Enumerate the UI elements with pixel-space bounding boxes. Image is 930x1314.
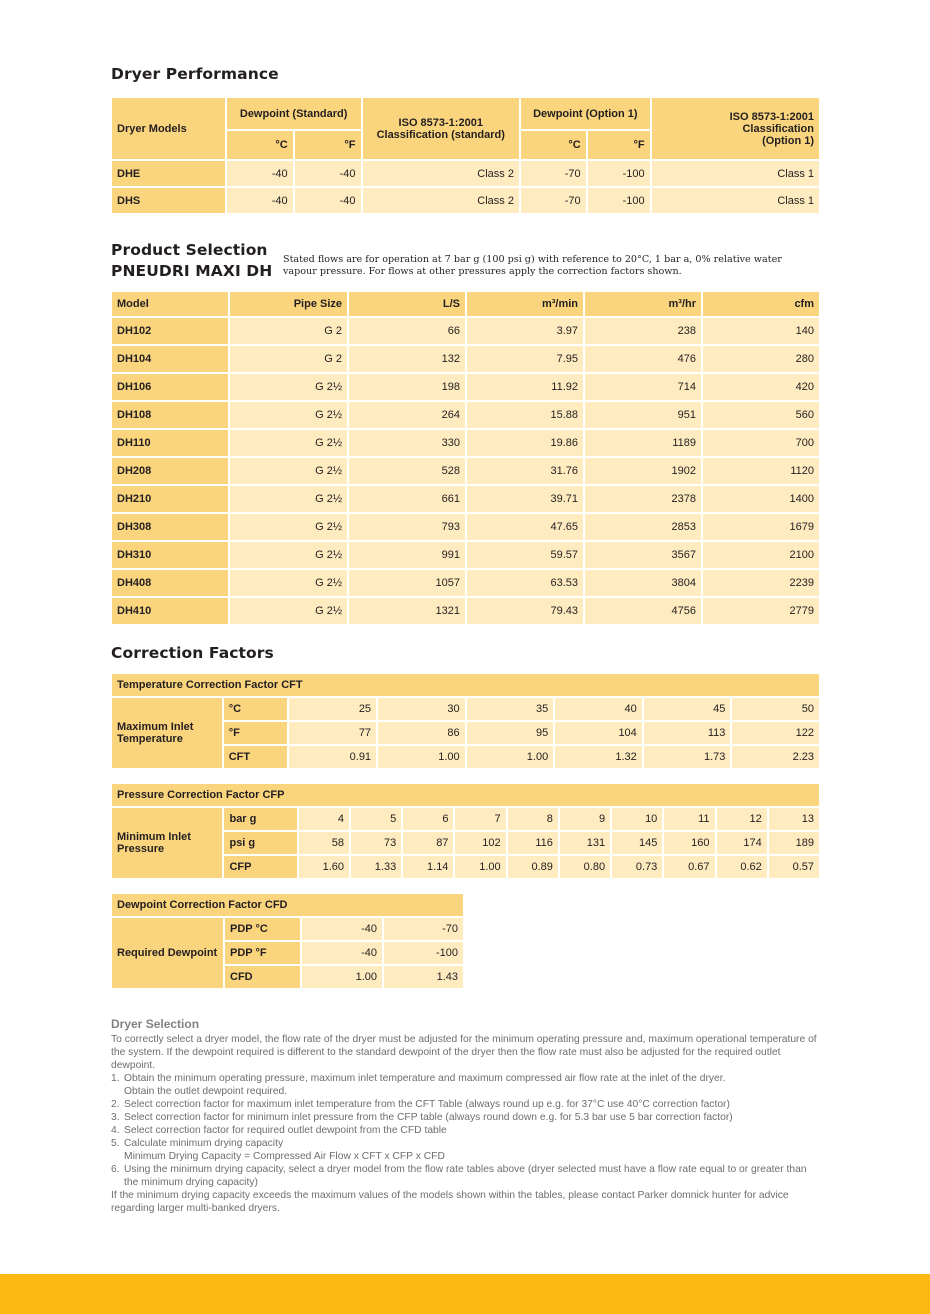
value-cell: G 2½	[230, 514, 347, 540]
step-text: Select correction factor for required outlet dewpoint from the CFD table	[124, 1125, 447, 1136]
value-cell: 95	[467, 722, 554, 744]
header-model: Model	[112, 292, 228, 316]
cfp-rows	[112, 808, 819, 878]
value-cell: 280	[703, 346, 819, 372]
value-cell: -40	[227, 188, 293, 213]
value-cell: 3567	[585, 542, 701, 568]
header-iso-standard: ISO 8573-1:2001 Classification (standard)	[363, 98, 519, 159]
value-cell: -100	[588, 188, 650, 213]
step-number: 5.	[111, 1138, 120, 1149]
value-cell: 174	[717, 832, 767, 854]
step-text: Using the minimum drying capacity, select a dryer model from the flow rate tables above (dryer selected must have a flow rate equal to or greater than the minimum drying capacity)	[124, 1164, 807, 1188]
value-cell: 35	[467, 698, 554, 720]
value-cell: 1.00	[302, 966, 382, 988]
table-row	[112, 161, 819, 186]
table-row	[112, 918, 463, 940]
value-cell: 0.67	[664, 856, 714, 878]
cfd-rows	[112, 918, 463, 988]
value-cell: 104	[555, 722, 642, 744]
model-cell: DH210	[112, 486, 228, 512]
model-cell: DH108	[112, 402, 228, 428]
value-cell: 330	[349, 430, 465, 456]
value-cell: 87	[403, 832, 453, 854]
value-cell: -70	[521, 161, 586, 186]
value-cell: 1679	[703, 514, 819, 540]
value-cell: 31.76	[467, 458, 583, 484]
value-cell: 238	[585, 318, 701, 344]
value-cell: -40	[295, 188, 361, 213]
value-cell: 145	[612, 832, 662, 854]
row-label: °C	[224, 698, 288, 720]
value-cell: 3804	[585, 570, 701, 596]
cft-rows	[112, 698, 819, 768]
table-row	[112, 458, 819, 484]
step-number: 6.	[111, 1164, 120, 1175]
table-row	[112, 188, 819, 213]
header-dewpoint-standard: Dewpoint (Standard)	[227, 98, 361, 129]
table-row	[112, 542, 819, 568]
row-label: °F	[224, 722, 288, 744]
value-cell: 1321	[349, 598, 465, 624]
value-cell: 11.92	[467, 374, 583, 400]
performance-title: Dryer Performance	[111, 65, 279, 83]
step-text: Select correction factor for maximum inlet temperature from the CFT Table (always round up e.g. for 37°C use 40°C correction factor)	[124, 1099, 730, 1110]
value-cell: G 2½	[230, 486, 347, 512]
value-cell: 9	[560, 808, 610, 830]
step-number: 4.	[111, 1125, 120, 1136]
row-label: PDP °C	[225, 918, 300, 940]
value-cell: 1.43	[384, 966, 463, 988]
header-pipe-size: Pipe Size	[230, 292, 347, 316]
header-fahrenheit: °F	[295, 131, 361, 159]
cfp-title: Pressure Correction Factor CFP	[112, 784, 819, 806]
value-cell: G 2½	[230, 374, 347, 400]
product-title-1: Product Selection	[111, 241, 268, 259]
value-cell: 47.65	[467, 514, 583, 540]
value-cell: 8	[508, 808, 558, 830]
value-cell: 40	[555, 698, 642, 720]
value-cell: 140	[703, 318, 819, 344]
row-label: psi g	[224, 832, 296, 854]
value-cell: 1.60	[299, 856, 349, 878]
cfp-table	[110, 782, 821, 880]
model-cell: DH106	[112, 374, 228, 400]
model-cell: DH410	[112, 598, 228, 624]
value-cell: 2853	[585, 514, 701, 540]
model-cell: DHS	[112, 188, 225, 213]
value-cell: 122	[732, 722, 819, 744]
value-cell: 1.14	[403, 856, 453, 878]
table-row	[112, 486, 819, 512]
value-cell: 50	[732, 698, 819, 720]
value-cell: 476	[585, 346, 701, 372]
table-row	[112, 598, 819, 624]
value-cell: G 2½	[230, 458, 347, 484]
selection-steps	[111, 1072, 821, 1189]
value-cell: 7	[455, 808, 505, 830]
value-cell: 1120	[703, 458, 819, 484]
header-celsius: °C	[227, 131, 293, 159]
value-cell: 73	[351, 832, 401, 854]
header-fahrenheit: °F	[588, 131, 650, 159]
step-item	[111, 1163, 821, 1189]
value-cell: G 2	[230, 346, 347, 372]
value-cell: 2378	[585, 486, 701, 512]
value-cell: 4756	[585, 598, 701, 624]
table-row	[112, 402, 819, 428]
value-cell: -100	[384, 942, 463, 964]
header-celsius: °C	[521, 131, 586, 159]
model-cell: DH110	[112, 430, 228, 456]
value-cell: -100	[588, 161, 650, 186]
value-cell: 1400	[703, 486, 819, 512]
model-cell: DH102	[112, 318, 228, 344]
product-title-2: PNEUDRI MAXI DH	[111, 262, 273, 280]
model-cell: DH308	[112, 514, 228, 540]
cft-table	[110, 672, 821, 770]
header-dryer-models: Dryer Models	[112, 98, 225, 159]
selection-outro: If the minimum drying capacity exceeds the maximum values of the models shown within the tables, please contact Parker domnick hunter for advice regarding larger multi-banked dryers.	[111, 1190, 789, 1214]
cfd-group-label: Required Dewpoint	[112, 918, 223, 988]
value-cell: Class 1	[652, 161, 819, 186]
value-cell: G 2½	[230, 402, 347, 428]
cft-title: Temperature Correction Factor CFT	[112, 674, 819, 696]
model-cell: DH310	[112, 542, 228, 568]
value-cell: 951	[585, 402, 701, 428]
step-subtext: Obtain the outlet dewpoint required.	[124, 1086, 288, 1097]
step-item	[111, 1137, 821, 1163]
value-cell: 6	[403, 808, 453, 830]
table-row	[112, 318, 819, 344]
value-cell: 714	[585, 374, 701, 400]
value-cell: 0.62	[717, 856, 767, 878]
value-cell: 1.73	[644, 746, 731, 768]
value-cell: Class 2	[363, 161, 519, 186]
value-cell: 132	[349, 346, 465, 372]
value-cell: 528	[349, 458, 465, 484]
value-cell: 2.23	[732, 746, 819, 768]
correction-title: Correction Factors	[111, 644, 274, 662]
value-cell: G 2½	[230, 570, 347, 596]
value-cell: 700	[703, 430, 819, 456]
step-item	[111, 1124, 821, 1137]
step-text: Calculate minimum drying capacity	[124, 1138, 284, 1149]
header-cfm: cfm	[703, 292, 819, 316]
footer-bar	[0, 1274, 930, 1314]
value-cell: -40	[227, 161, 293, 186]
step-text: Obtain the minimum operating pressure, maximum inlet temperature and maximum compressed air flow rate at the inlet of the dryer.	[124, 1073, 726, 1084]
value-cell: 420	[703, 374, 819, 400]
table-row	[112, 570, 819, 596]
performance-table	[110, 96, 821, 215]
table-row	[112, 346, 819, 372]
header-m3-min: m³/min	[467, 292, 583, 316]
value-cell: 198	[349, 374, 465, 400]
value-cell: 39.71	[467, 486, 583, 512]
cfd-title: Dewpoint Correction Factor CFD	[112, 894, 463, 916]
cft-group-label: Maximum Inlet Temperature	[112, 698, 222, 768]
value-cell: -40	[302, 918, 382, 940]
value-cell: 102	[455, 832, 505, 854]
value-cell: 793	[349, 514, 465, 540]
step-item	[111, 1098, 821, 1111]
value-cell: G 2½	[230, 542, 347, 568]
header-ls: L/S	[349, 292, 465, 316]
value-cell: 2100	[703, 542, 819, 568]
row-label: bar g	[224, 808, 296, 830]
value-cell: 2779	[703, 598, 819, 624]
value-cell: Class 1	[652, 188, 819, 213]
value-cell: 77	[289, 722, 376, 744]
value-cell: G 2½	[230, 598, 347, 624]
value-cell: -70	[521, 188, 586, 213]
table-row	[112, 808, 819, 830]
row-label: CFT	[224, 746, 288, 768]
value-cell: 0.73	[612, 856, 662, 878]
value-cell: 113	[644, 722, 731, 744]
step-subtext: Minimum Drying Capacity = Compressed Air Flow x CFT x CFP x CFD	[124, 1151, 445, 1162]
value-cell: 160	[664, 832, 714, 854]
value-cell: 66	[349, 318, 465, 344]
value-cell: 58	[299, 832, 349, 854]
flow-note: Stated flows are for operation at 7 bar g (100 psi g) with reference to 20°C, 1 bar a, 0% relative water vapour pressure. For flows at other pressures apply the correction factors shown.	[283, 254, 782, 277]
dryer-selection	[111, 1018, 821, 1215]
header-iso-option: ISO 8573-1:2001 Classification (Option 1)	[652, 98, 819, 159]
value-cell: 1057	[349, 570, 465, 596]
value-cell: 7.95	[467, 346, 583, 372]
value-cell: 661	[349, 486, 465, 512]
value-cell: 25	[289, 698, 376, 720]
value-cell: 45	[644, 698, 731, 720]
value-cell: 1.00	[378, 746, 465, 768]
value-cell: G 2	[230, 318, 347, 344]
value-cell: 12	[717, 808, 767, 830]
value-cell: 3.97	[467, 318, 583, 344]
product-rows	[112, 318, 819, 624]
step-number: 3.	[111, 1112, 120, 1123]
value-cell: Class 2	[363, 188, 519, 213]
value-cell: 1.32	[555, 746, 642, 768]
table-row	[112, 514, 819, 540]
value-cell: 86	[378, 722, 465, 744]
selection-title: Dryer Selection	[111, 1017, 200, 1031]
value-cell: G 2½	[230, 430, 347, 456]
value-cell: 560	[703, 402, 819, 428]
value-cell: 19.86	[467, 430, 583, 456]
selection-intro: To correctly select a dryer model, the flow rate of the dryer must be adjusted for the minimum operating pressure and, maximum operational temperature of the system. If the dewpoint required is different to the standard dewpoint of the dryer then the flow rate must also be adjusted for the required outlet dewpoint.	[111, 1034, 817, 1071]
value-cell: 5	[351, 808, 401, 830]
model-cell: DH104	[112, 346, 228, 372]
value-cell: 1189	[585, 430, 701, 456]
value-cell: 0.57	[769, 856, 819, 878]
table-row	[112, 430, 819, 456]
value-cell: 79.43	[467, 598, 583, 624]
model-cell: DH408	[112, 570, 228, 596]
step-item	[111, 1111, 821, 1124]
table-row	[112, 374, 819, 400]
value-cell: 0.89	[508, 856, 558, 878]
product-table	[110, 290, 821, 626]
model-cell: DHE	[112, 161, 225, 186]
step-item	[111, 1072, 821, 1098]
value-cell: 131	[560, 832, 610, 854]
value-cell: -70	[384, 918, 463, 940]
row-label: PDP °F	[225, 942, 300, 964]
step-number: 2.	[111, 1099, 120, 1110]
cfd-table	[110, 892, 465, 990]
value-cell: 1902	[585, 458, 701, 484]
row-label: CFD	[225, 966, 300, 988]
value-cell: -40	[302, 942, 382, 964]
step-number: 1.	[111, 1073, 120, 1084]
table-row	[112, 698, 819, 720]
value-cell: 13	[769, 808, 819, 830]
step-text: Select correction factor for minimum inlet pressure from the CFP table (always round down e.g. for 5.3 bar use 5 bar correction factor)	[124, 1112, 733, 1123]
model-cell: DH208	[112, 458, 228, 484]
value-cell: 11	[664, 808, 714, 830]
value-cell: 30	[378, 698, 465, 720]
value-cell: 63.53	[467, 570, 583, 596]
value-cell: 0.80	[560, 856, 610, 878]
value-cell: 1.00	[455, 856, 505, 878]
value-cell: 15.88	[467, 402, 583, 428]
value-cell: 116	[508, 832, 558, 854]
value-cell: 59.57	[467, 542, 583, 568]
value-cell: 0.91	[289, 746, 376, 768]
value-cell: 189	[769, 832, 819, 854]
value-cell: 10	[612, 808, 662, 830]
value-cell: 2239	[703, 570, 819, 596]
value-cell: 264	[349, 402, 465, 428]
value-cell: 1.33	[351, 856, 401, 878]
header-m3-hr: m³/hr	[585, 292, 701, 316]
value-cell: 991	[349, 542, 465, 568]
value-cell: 1.00	[467, 746, 554, 768]
value-cell: 4	[299, 808, 349, 830]
header-dewpoint-option: Dewpoint (Option 1)	[521, 98, 650, 129]
row-label: CFP	[224, 856, 296, 878]
cfp-group-label: Minimum Inlet Pressure	[112, 808, 222, 878]
value-cell: -40	[295, 161, 361, 186]
